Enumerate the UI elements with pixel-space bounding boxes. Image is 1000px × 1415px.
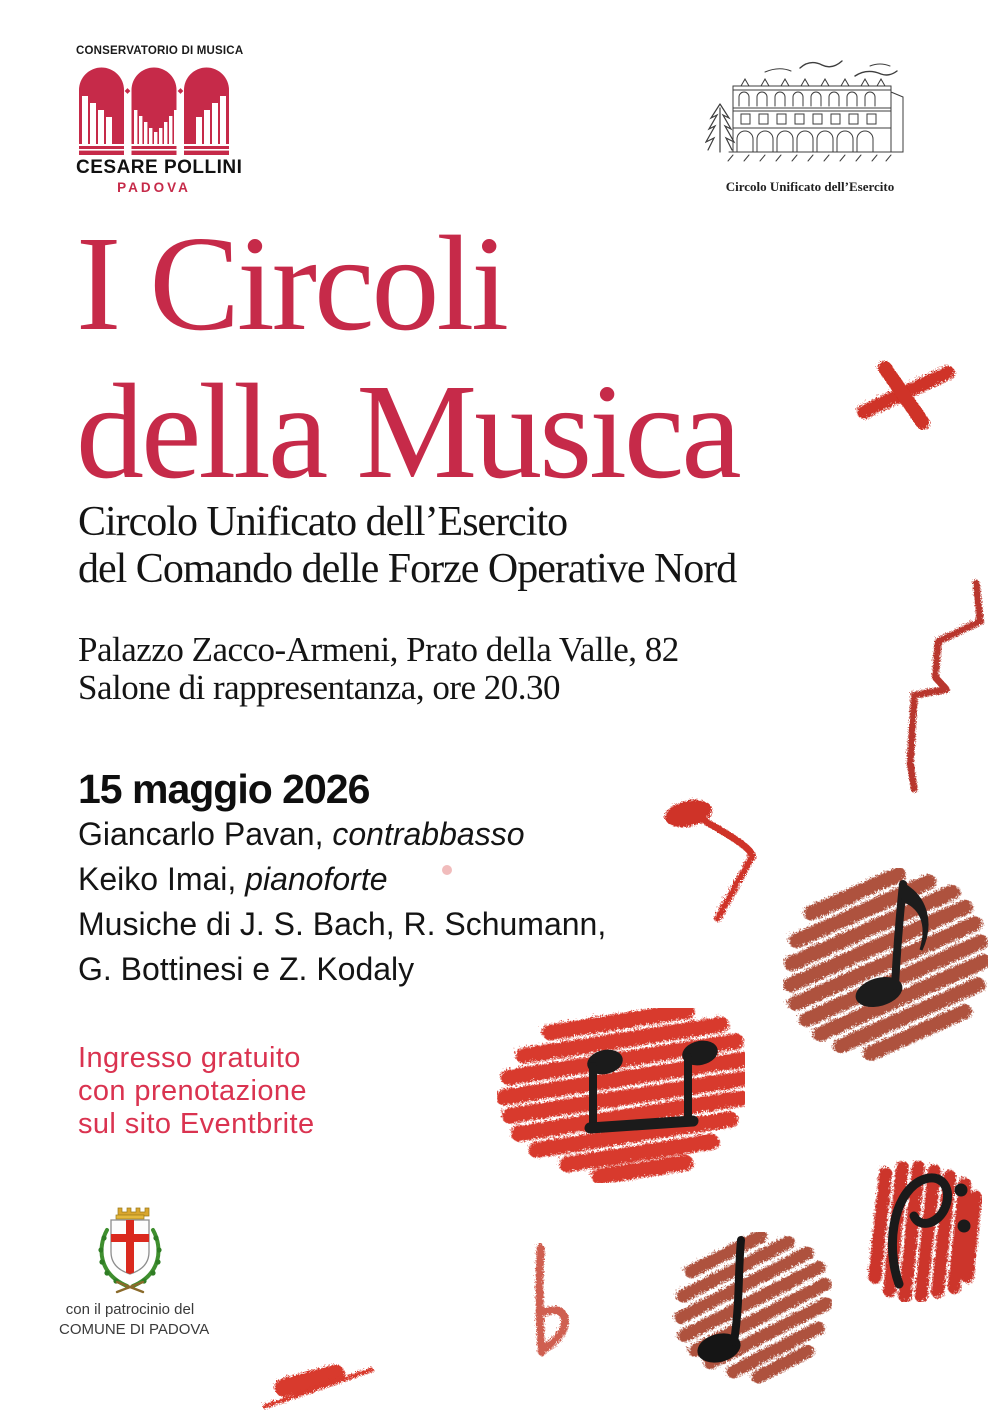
crayon-patch-bass-clef-icon xyxy=(864,1160,982,1302)
performer-role: pianoforte xyxy=(245,861,388,897)
conservatorio-city: PADOVA xyxy=(117,180,191,195)
crayon-patch-beamed-notes-icon xyxy=(497,1008,745,1183)
title-line-1: I Circoli xyxy=(76,209,507,359)
patronage-line-2: COMUNE DI PADOVA xyxy=(59,1321,210,1338)
crayon-dash-icon xyxy=(258,1358,380,1414)
conservatorio-name: CESARE POLLINI xyxy=(76,157,243,178)
admission-line-1: Ingresso gratuito xyxy=(78,1042,301,1074)
venue-line-2: Salone di rappresentanza, ore 20.30 xyxy=(78,668,561,707)
title-line-2: della Musica xyxy=(76,357,739,507)
crayon-x-mark-icon xyxy=(848,360,963,430)
circolo-logo xyxy=(700,56,920,195)
circolo-caption: Circolo Unificato dell’Esercito xyxy=(725,179,895,194)
event-date: 15 maggio 2026 xyxy=(78,766,370,812)
program-line-2: G. Bottinesi e Z. Kodaly xyxy=(78,951,415,987)
patronage-line-1: con il patrocinio del xyxy=(65,1301,195,1318)
venue-info xyxy=(78,631,679,707)
crayon-red-note-icon xyxy=(660,790,770,935)
patronage-text xyxy=(59,1300,210,1340)
crayon-flat-symbol-icon xyxy=(526,1240,578,1362)
poster-title xyxy=(76,210,739,506)
performer-line xyxy=(78,857,606,902)
crayon-zigzag-icon xyxy=(893,576,993,798)
event-block xyxy=(78,766,606,992)
admission-line-2: con prenotazione xyxy=(78,1075,307,1107)
subtitle-line-2: del Comando delle Forze Operative Nord xyxy=(78,546,737,592)
admission-line-3: sul sito Eventbrite xyxy=(78,1108,315,1140)
organ-arches-icon xyxy=(78,60,230,155)
palazzo-sketch-icon xyxy=(705,56,915,176)
venue-line-1: Palazzo Zacco-Armeni, Prato della Valle, 82 xyxy=(78,630,679,669)
conservatorio-logo xyxy=(76,45,244,195)
padova-crest-icon xyxy=(95,1200,165,1296)
performer-name: Keiko Imai, xyxy=(78,861,246,897)
crayon-patch-eighth-note-icon xyxy=(783,868,988,1068)
performer-role: contrabbasso xyxy=(332,816,525,852)
patronage-block xyxy=(59,1200,210,1340)
performer-name: Giancarlo Pavan, xyxy=(78,816,333,852)
performer-line xyxy=(78,812,606,857)
admission-note xyxy=(78,1042,315,1141)
crayon-patch-quarter-note-icon xyxy=(672,1232,832,1384)
program-line-1: Musiche di J. S. Bach, R. Schumann, xyxy=(78,906,607,942)
subtitle-line-1: Circolo Unificato dell’Esercito xyxy=(78,499,568,545)
subtitle xyxy=(78,499,736,593)
conservatorio-header: CONSERVATORIO DI MUSICA xyxy=(76,45,244,57)
